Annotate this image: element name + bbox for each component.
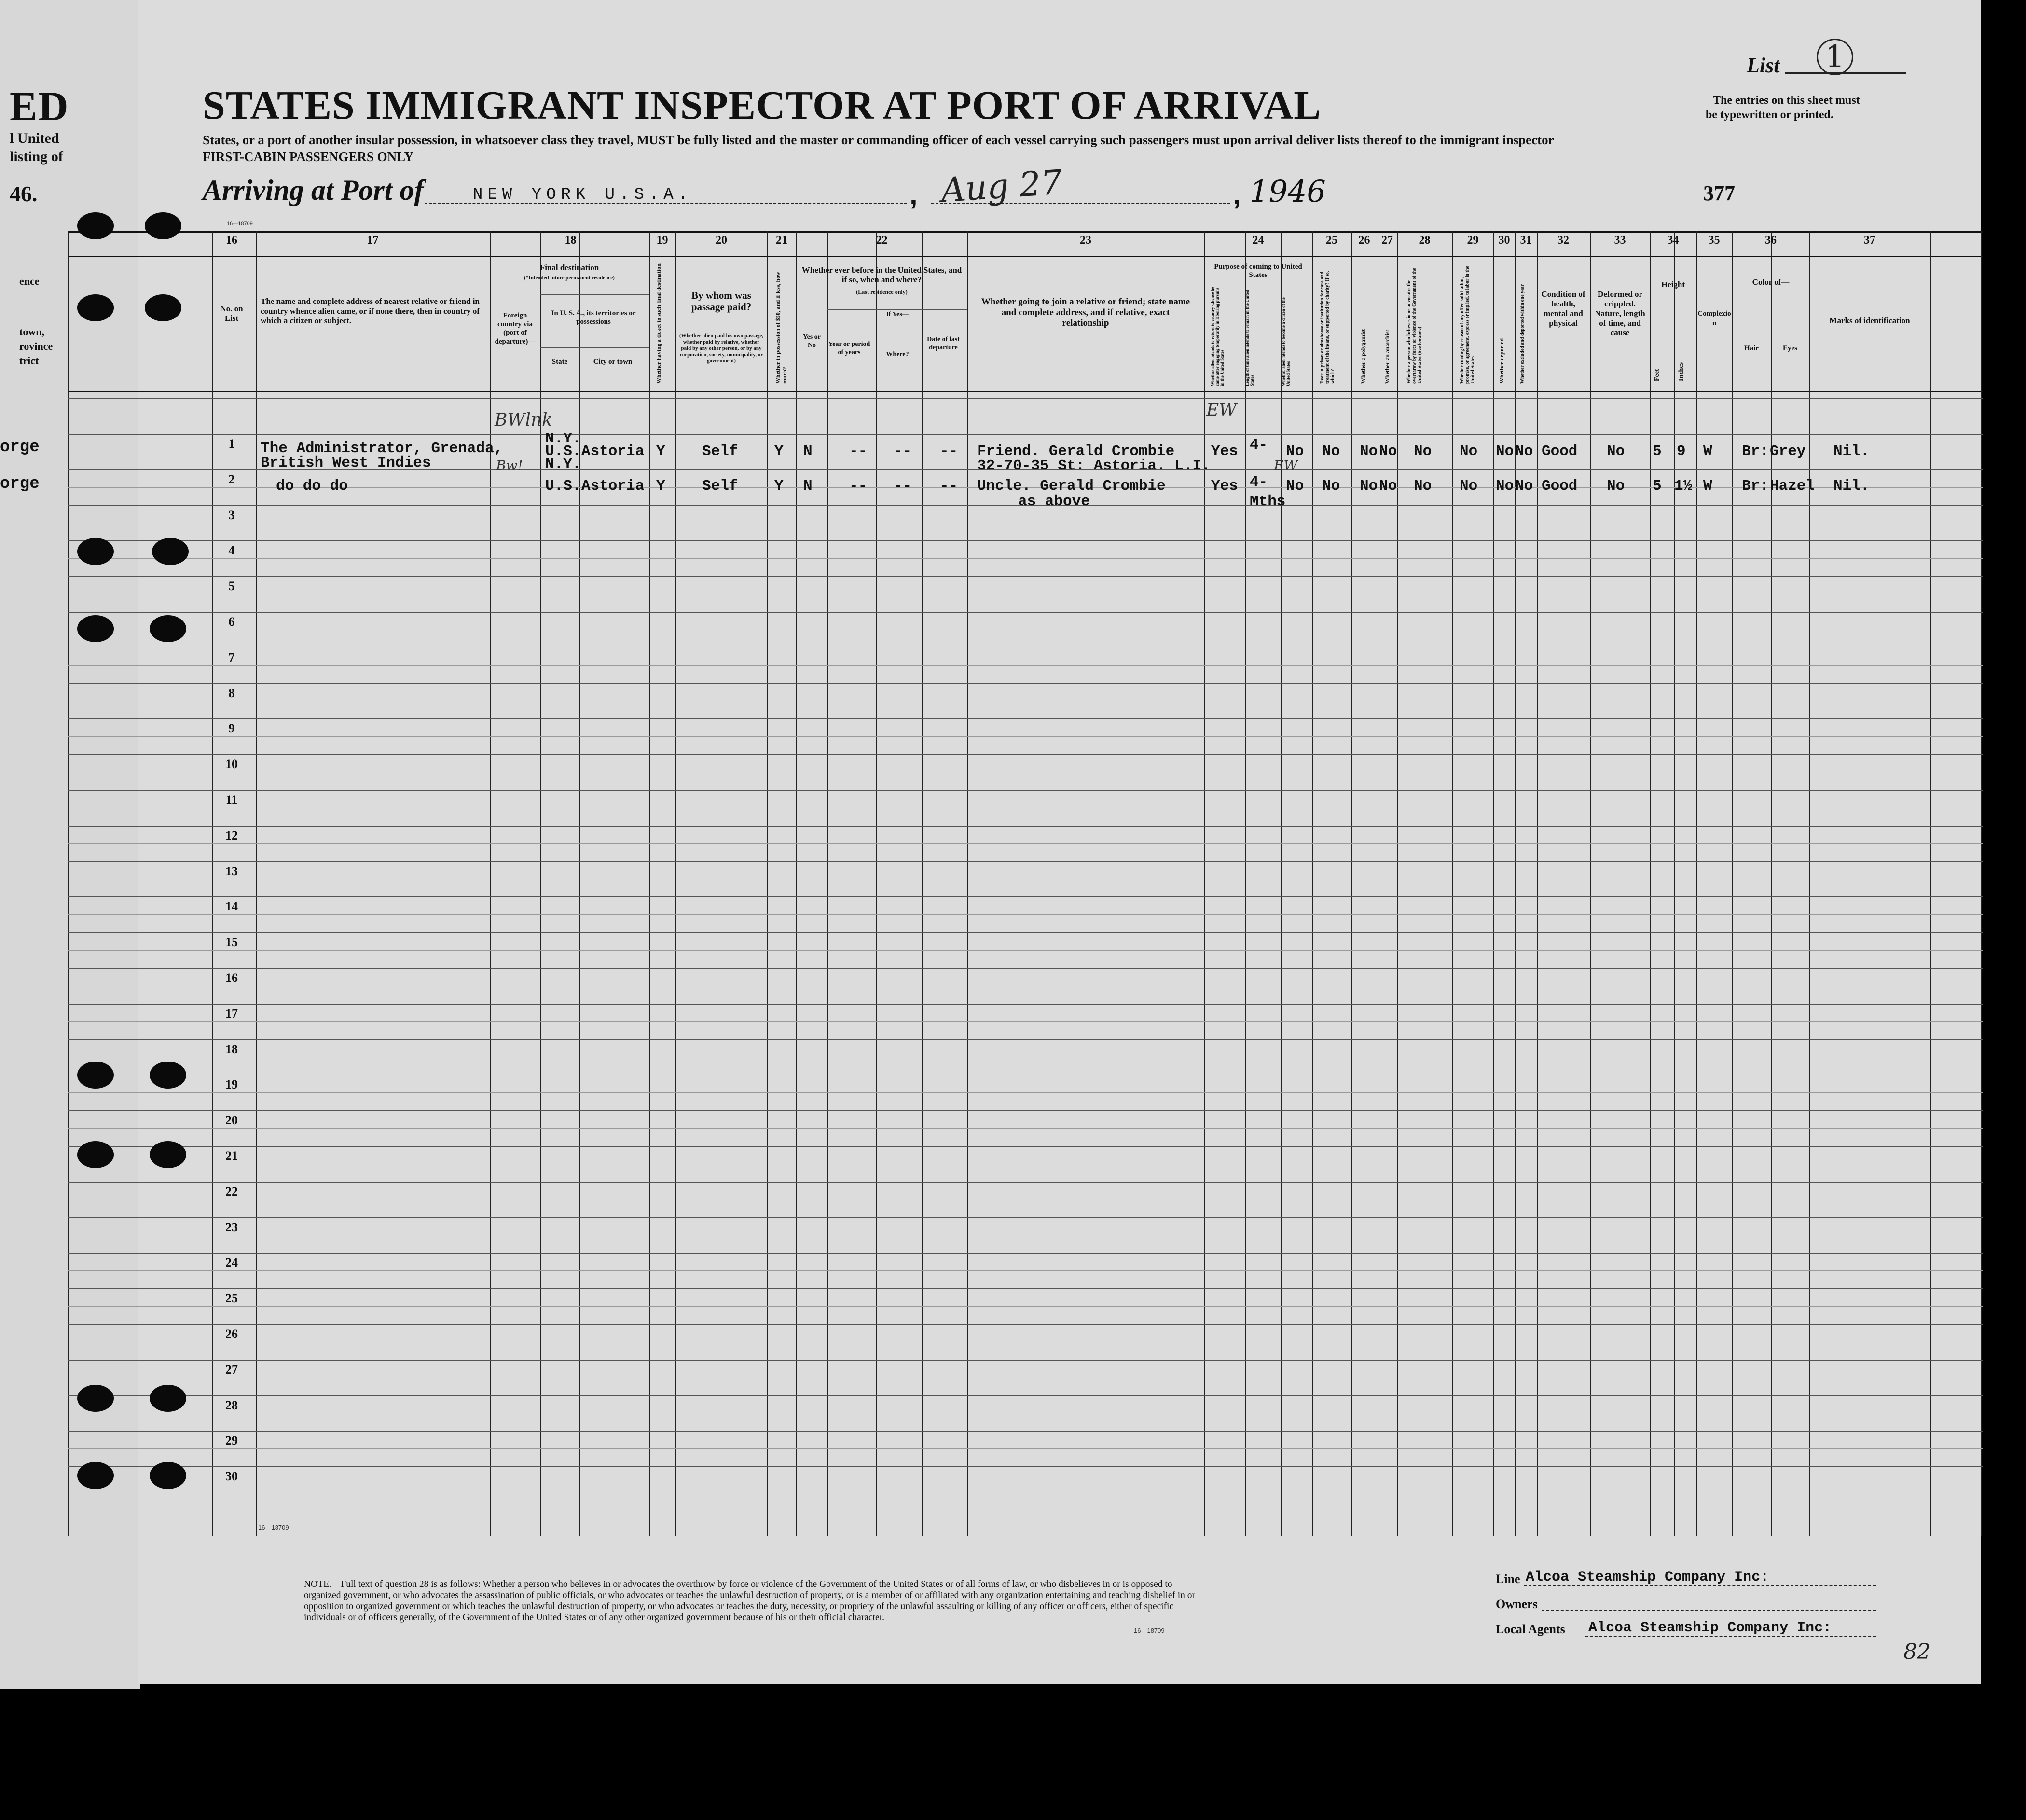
column-header-relative: The name and complete address of nearest relative or friend in country whence alien came, or if none there, then in country of which a citizen or subject. bbox=[261, 297, 480, 325]
column-subheader-state: State bbox=[551, 358, 568, 366]
row-number: 18 bbox=[225, 1042, 238, 1056]
polygamist-value: No bbox=[1360, 443, 1378, 460]
row-divider bbox=[68, 1431, 1983, 1432]
year-value: -- bbox=[849, 443, 868, 460]
list-label: List bbox=[1747, 54, 1780, 77]
column-header-health: Condition of health, mental and physical bbox=[1541, 290, 1585, 328]
column-divider bbox=[1452, 231, 1453, 1536]
column-header-ticket: Whether having a ticket to such final destination bbox=[655, 263, 662, 384]
dest-state: U.S. bbox=[545, 478, 581, 495]
row-divider bbox=[68, 1021, 1983, 1022]
row-divider bbox=[68, 1395, 1983, 1396]
row-divider bbox=[68, 1324, 1983, 1325]
column-number: 30 bbox=[1498, 234, 1510, 247]
punch-hole bbox=[145, 212, 181, 239]
citizen-value: No bbox=[1286, 443, 1304, 460]
column-divider bbox=[1515, 231, 1516, 1536]
row-number: 21 bbox=[225, 1149, 238, 1163]
column-number: 24 bbox=[1252, 234, 1264, 247]
column-subheader-date-last: Date of last departure bbox=[927, 336, 960, 351]
height-inches-value: 1½ bbox=[1674, 478, 1693, 495]
ticket-value: Y bbox=[656, 443, 665, 460]
subtitle-line-1: States, or a port of another insular possession, in whatsoever class they travel, MUST be fully listed and the master or commanding officer of each vessel carrying such passengers must upon arrival deliver lists thereof to the immigrant inspector bbox=[203, 133, 1554, 147]
column-divider bbox=[1351, 231, 1352, 1536]
fifty-value: Y bbox=[774, 478, 784, 495]
left-strip-title-fragment: ED bbox=[10, 83, 69, 129]
health-value: Good bbox=[1542, 443, 1578, 460]
row-divider bbox=[68, 1253, 1983, 1254]
row-number: 19 bbox=[225, 1077, 238, 1091]
row-number: 13 bbox=[225, 864, 238, 878]
row-divider bbox=[68, 861, 1983, 862]
fifty-value: Y bbox=[774, 443, 784, 460]
column-divider bbox=[1650, 231, 1651, 1536]
row-divider bbox=[68, 1306, 1983, 1307]
dest-city: Astoria bbox=[581, 443, 645, 460]
row-divider bbox=[68, 1182, 1983, 1183]
deformed-value: No bbox=[1607, 478, 1625, 495]
ticket-value: Y bbox=[656, 478, 665, 495]
column-divider bbox=[1245, 231, 1246, 1536]
row-divider bbox=[68, 896, 1983, 897]
foreign-country-handwritten: Bw! bbox=[496, 457, 523, 473]
arrival-date-handwritten: Aug 27 bbox=[939, 162, 1064, 210]
column-divider bbox=[1537, 231, 1538, 1536]
row-divider bbox=[68, 932, 1983, 933]
where-value: -- bbox=[894, 478, 912, 495]
row-number: 10 bbox=[225, 757, 238, 771]
row-divider bbox=[68, 398, 1983, 399]
agents-label: Local Agents bbox=[1496, 1622, 1565, 1636]
excluded-value: No bbox=[1515, 443, 1533, 460]
column-number: 36 bbox=[1765, 234, 1777, 247]
column-header-passage-paid: By whom was passage paid? bbox=[691, 290, 752, 313]
row-divider bbox=[68, 1270, 1983, 1271]
eyes-value: Hazel bbox=[1770, 478, 1815, 495]
page-mark-handwritten: 82 bbox=[1903, 1640, 1930, 1664]
column-divider bbox=[967, 231, 968, 1536]
row-divider bbox=[68, 576, 1983, 577]
column-subheader-return-home: Whether alien intends to return to country whence he came after engaging temporarily in laboring pursuits in the United States bbox=[1210, 287, 1225, 386]
left-page-strip bbox=[0, 0, 140, 1689]
row-divider bbox=[68, 1146, 1983, 1147]
dest-city: Astoria bbox=[581, 478, 645, 495]
row-divider bbox=[68, 914, 1983, 915]
row-number: 11 bbox=[225, 793, 238, 807]
anarchist-value: No bbox=[1379, 478, 1397, 495]
punch-hole bbox=[77, 538, 114, 565]
join-address: 32-70-35 St: Astoria. L.I. bbox=[977, 457, 1211, 474]
row-number: 28 bbox=[225, 1398, 238, 1412]
row-divider bbox=[68, 843, 1983, 844]
column-number: 32 bbox=[1557, 234, 1569, 247]
row-divider bbox=[68, 736, 1983, 737]
row-number: 15 bbox=[225, 935, 238, 949]
column-divider bbox=[1809, 231, 1810, 1536]
column-header-overthrow: Whether a person who believes in or advocates the overthrow by force or violence of the Government of the United States (See footnote) bbox=[1406, 268, 1422, 384]
column-divider bbox=[1981, 231, 1982, 1536]
stamp-number: 377 bbox=[1703, 181, 1735, 205]
column-number: 27 bbox=[1381, 234, 1393, 247]
anarchist-value: No bbox=[1379, 443, 1397, 460]
column-divider bbox=[1204, 231, 1205, 1536]
column-number: 35 bbox=[1708, 234, 1720, 247]
row-number: 23 bbox=[225, 1220, 238, 1234]
column-subheader-feet: Feet bbox=[1654, 369, 1661, 381]
date-last-value: -- bbox=[940, 443, 958, 460]
left-strip-row-1: orge bbox=[0, 438, 40, 456]
row-divider bbox=[68, 968, 1983, 969]
row-divider bbox=[68, 790, 1983, 791]
row-divider bbox=[68, 434, 1983, 435]
column-subheader-yes-no: Yes or No bbox=[803, 333, 821, 349]
row-divider bbox=[68, 826, 1983, 827]
column-subheader-in-usa: In U. S. A., its territories or possessions bbox=[551, 309, 636, 326]
column-number: 16 bbox=[226, 234, 237, 247]
punch-hole bbox=[150, 1385, 186, 1412]
column-header-polygamist: Whether a polygamist bbox=[1360, 329, 1366, 384]
row-divider bbox=[68, 1360, 1983, 1361]
column-divider bbox=[796, 231, 797, 1536]
marks-value: Nil. bbox=[1833, 478, 1870, 495]
punch-hole bbox=[77, 1062, 114, 1089]
length-value: 4- bbox=[1250, 474, 1268, 491]
row-number: 7 bbox=[228, 650, 235, 664]
arrival-year: 1946 bbox=[1250, 174, 1326, 209]
column-header-fifty-dollars: Whether in possession of $50, and if less, how much? bbox=[774, 272, 788, 384]
column-header-final-destination: Final destination bbox=[539, 263, 599, 272]
owners-underline bbox=[1542, 1610, 1876, 1611]
footnote-form-number: 16—18709 bbox=[1134, 1627, 1165, 1634]
row-number: 30 bbox=[225, 1469, 238, 1483]
column-number: 25 bbox=[1326, 234, 1337, 247]
punch-hole bbox=[152, 538, 189, 565]
row-number: 16 bbox=[225, 971, 238, 985]
row-divider bbox=[68, 1448, 1983, 1449]
punch-hole bbox=[150, 615, 186, 642]
punch-hole bbox=[77, 1462, 114, 1489]
prison-value: No bbox=[1322, 443, 1340, 460]
left-strip-head-4: trict bbox=[19, 355, 39, 367]
port-value: NEW YORK U.S.A. bbox=[473, 186, 693, 204]
column-number: 37 bbox=[1864, 234, 1875, 247]
hair-value: Br: bbox=[1742, 443, 1769, 460]
column-divider bbox=[1771, 231, 1772, 1536]
length-value: 4- bbox=[1250, 437, 1268, 454]
row-divider bbox=[68, 1092, 1983, 1093]
deformed-value: No bbox=[1607, 443, 1625, 460]
column-header-purpose: Purpose of coming to United States bbox=[1214, 263, 1302, 279]
dest-state: N.Y. bbox=[545, 430, 581, 447]
column-header-color-of: Color of— bbox=[1752, 277, 1790, 287]
join-relative: Uncle. Gerald Crombie bbox=[977, 478, 1166, 495]
column-number: 26 bbox=[1358, 234, 1370, 247]
row-number: 6 bbox=[228, 615, 235, 629]
column-divider bbox=[675, 231, 676, 1536]
relative-address: British West Indies bbox=[261, 455, 431, 471]
passage-paid-value: Self bbox=[702, 478, 738, 495]
left-strip-line-1: l United bbox=[10, 130, 59, 146]
hair-value: Br: bbox=[1742, 478, 1769, 495]
join-relative: Friend. Gerald Crombie bbox=[977, 443, 1175, 460]
list-underline bbox=[1785, 72, 1906, 74]
dest-state: N.Y. bbox=[545, 456, 581, 473]
relative-address: do do do bbox=[276, 478, 348, 495]
excluded-value: No bbox=[1515, 478, 1533, 495]
column-number: 31 bbox=[1520, 234, 1532, 247]
list-number: 1 bbox=[1817, 39, 1853, 75]
punch-hole bbox=[150, 1462, 186, 1489]
column-number: 22 bbox=[876, 234, 888, 247]
punch-hole bbox=[77, 212, 114, 239]
column-subheader-inches: Inches bbox=[1678, 362, 1685, 381]
overthrow-value: No bbox=[1414, 478, 1432, 495]
row-number: 12 bbox=[225, 828, 238, 842]
column-divider bbox=[1930, 231, 1931, 1536]
prison-value: No bbox=[1322, 478, 1340, 495]
row-number: 8 bbox=[228, 686, 235, 700]
column-header-height: Height bbox=[1661, 280, 1685, 289]
column-subheader-foreign-country: Foreign country via (port of departure)— bbox=[495, 312, 536, 345]
year-value: -- bbox=[849, 478, 868, 495]
column-divider bbox=[1397, 231, 1398, 1536]
row-divider bbox=[68, 718, 1983, 719]
column-subheader-intended-residence: (*Intended future permanent residence) bbox=[524, 275, 615, 281]
complexion-value: W bbox=[1703, 478, 1712, 495]
column-divider bbox=[767, 231, 768, 1536]
row-number: 9 bbox=[228, 721, 235, 735]
marks-value: Nil. bbox=[1833, 443, 1870, 460]
column-number: 23 bbox=[1080, 234, 1091, 247]
row-number: 27 bbox=[225, 1363, 238, 1377]
dest-state: U.S. bbox=[545, 443, 581, 460]
left-strip-line-2: listing of bbox=[10, 149, 63, 165]
complexion-value: W bbox=[1703, 443, 1712, 460]
left-strip-head-3: rovince bbox=[19, 340, 53, 352]
column-number: 33 bbox=[1614, 234, 1626, 247]
row-number: 24 bbox=[225, 1255, 238, 1269]
column-divider bbox=[1493, 231, 1494, 1536]
column-number: 18 bbox=[565, 234, 577, 247]
column-subheader-where: Where? bbox=[886, 351, 909, 358]
column-subheader-if-yes: If Yes— bbox=[886, 311, 909, 318]
column-subheader-passage-detail: (Whether alien paid his own passage, whether paid by relative, whether paid by any other person, or by any corporation, society, municipality, or government) bbox=[679, 333, 763, 364]
row-divider bbox=[68, 950, 1983, 951]
labor-value: No bbox=[1460, 443, 1478, 460]
punch-hole bbox=[145, 294, 181, 321]
passage-paid-value: Self bbox=[702, 443, 738, 460]
foreign-country-handwritten: BWlnk bbox=[495, 410, 552, 430]
column-number: 19 bbox=[656, 234, 668, 247]
row-divider bbox=[68, 1466, 1983, 1467]
punch-hole bbox=[77, 1385, 114, 1412]
entries-note-line-1: The entries on this sheet must bbox=[1713, 94, 1860, 107]
eyes-value: Grey bbox=[1770, 443, 1806, 460]
column-divider bbox=[490, 231, 491, 1536]
row-divider bbox=[68, 612, 1983, 613]
column-header-marks: Marks of identification bbox=[1829, 316, 1910, 325]
relative-address: The Administrator, Grenada, bbox=[261, 440, 503, 457]
date-last-value: -- bbox=[940, 478, 958, 495]
column-divider bbox=[1312, 231, 1313, 1536]
form-number: 16—18709 bbox=[227, 221, 253, 227]
row-divider bbox=[68, 1217, 1983, 1218]
column-header-deported: Whether deported bbox=[1498, 338, 1505, 384]
column-divider bbox=[649, 231, 650, 1536]
column-number: 17 bbox=[367, 234, 379, 247]
column-number: 28 bbox=[1419, 234, 1431, 247]
overthrow-value: No bbox=[1414, 443, 1432, 460]
entries-note-line-2: be typewritten or printed. bbox=[1706, 109, 1833, 121]
deported-value: No bbox=[1496, 478, 1514, 495]
labor-value: No bbox=[1460, 478, 1478, 495]
row-number: 14 bbox=[225, 899, 238, 913]
punch-hole bbox=[77, 1141, 114, 1168]
column-divider bbox=[1732, 231, 1733, 1536]
punch-hole bbox=[150, 1141, 186, 1168]
left-strip-row-2: orge bbox=[0, 475, 40, 493]
row-divider bbox=[68, 1039, 1983, 1040]
row-number: 25 bbox=[225, 1291, 238, 1305]
row-divider bbox=[68, 665, 1983, 666]
row-divider bbox=[68, 558, 1983, 559]
row-number: 3 bbox=[228, 508, 235, 522]
row-number: 22 bbox=[225, 1185, 238, 1199]
row-number: 17 bbox=[225, 1007, 238, 1020]
column-divider bbox=[68, 231, 69, 1536]
column-subheader-hair: Hair bbox=[1744, 345, 1759, 352]
column-header-excluded: Whether excluded and deported within one year bbox=[1520, 284, 1525, 384]
purpose-handwritten: EW bbox=[1206, 400, 1237, 420]
owners-label: Owners bbox=[1496, 1597, 1538, 1611]
column-divider bbox=[579, 231, 580, 1536]
subtitle-line-2: FIRST-CABIN PASSENGERS ONLY bbox=[203, 150, 414, 164]
comma-separator: , bbox=[1233, 178, 1241, 210]
return-home-value: Yes bbox=[1211, 443, 1238, 460]
deported-value: No bbox=[1496, 443, 1514, 460]
before-us-value: N bbox=[803, 478, 813, 495]
column-subheader-eyes: Eyes bbox=[1783, 345, 1797, 352]
column-header-complexion: Complexion bbox=[1697, 310, 1731, 327]
subheader-divider bbox=[540, 294, 649, 295]
punch-hole bbox=[150, 1062, 186, 1089]
before-us-value: N bbox=[803, 443, 813, 460]
citizen-value: No bbox=[1286, 478, 1304, 495]
subheader-divider bbox=[540, 347, 649, 348]
column-header-prison: Ever in prison or almshouse or institution for care and treatment of the insane, or supported by charity? If so, which? bbox=[1320, 271, 1336, 384]
column-header-join-relative: Whether going to join a relative or friend; state name and complete address, and if relative, exact relationship bbox=[981, 297, 1190, 328]
row-divider bbox=[68, 683, 1983, 684]
row-number: 5 bbox=[228, 579, 235, 593]
page-title: STATES IMMIGRANT INSPECTOR AT PORT OF ARRIVAL bbox=[203, 83, 1322, 128]
row-number: 4 bbox=[228, 543, 235, 557]
column-divider bbox=[1590, 231, 1591, 1536]
agents-value: Alcoa Steamship Company Inc: bbox=[1588, 1620, 1832, 1636]
column-divider bbox=[827, 231, 828, 1536]
line-value: Alcoa Steamship Company Inc: bbox=[1526, 1569, 1769, 1586]
row-divider bbox=[68, 1128, 1983, 1129]
height-feet-value: 5 bbox=[1653, 478, 1662, 495]
line-label: Line bbox=[1496, 1572, 1520, 1586]
column-number: 21 bbox=[776, 234, 787, 247]
length-value: Mths bbox=[1250, 493, 1286, 510]
form-number: 16—18709 bbox=[258, 1524, 289, 1531]
comma-separator: , bbox=[910, 178, 918, 210]
row-divider bbox=[68, 1110, 1983, 1111]
footnote: NOTE.—Full text of question 28 is as follows: Whether a person who believes in or advocates the overthrow by force or violence of the Government of the United States or of all forms of law, or who disbelieves in or is opposed to organized government, or who advocates the assassination of public officials, or who advocates or teaches the unlawful destruction of property, or is a member of or affiliated with any organization entertaining and teaching disbelief in or opposition to organized government or which teaches the unlawful destruction of property, or who advocates or teaches the duty, necessity, or propriety of the unlawful assaulting or killing of any officer or officers, either of specific individuals or of officers generally, of the Government of the United States or of any other organized government because of his or their official character. bbox=[304, 1579, 1196, 1623]
row-divider bbox=[68, 754, 1983, 755]
column-subheader-city: City or town bbox=[593, 358, 633, 366]
row-number: 20 bbox=[225, 1113, 238, 1127]
column-header-deformed: Deformed or crippled. Nature, length of time, and cause bbox=[1595, 290, 1645, 337]
column-divider bbox=[876, 231, 877, 1536]
row-divider bbox=[68, 1288, 1983, 1289]
join-address: as above bbox=[1018, 493, 1090, 510]
column-number: 20 bbox=[716, 234, 727, 247]
column-divider bbox=[1281, 231, 1282, 1536]
column-header-anarchist: Whether an anarchist bbox=[1384, 330, 1391, 384]
column-number: 29 bbox=[1467, 234, 1479, 247]
row-divider bbox=[68, 540, 1983, 541]
column-header-no-on-list: No. on List bbox=[220, 304, 243, 323]
row-number: 1 bbox=[228, 437, 235, 451]
column-divider bbox=[256, 231, 257, 1536]
column-header-labor-offer: Whether coming by reason of any offer, solicitation, promise, or agreement, express or implied, to labor in the United States bbox=[1460, 266, 1475, 384]
arriving-label: Arriving at Port of bbox=[203, 174, 424, 206]
height-feet-value: 5 bbox=[1653, 443, 1662, 460]
column-subheader-length-stay: Length of time alien intends to remain in the United States bbox=[1245, 290, 1254, 386]
return-home-value: Yes bbox=[1211, 478, 1238, 495]
row-number: 2 bbox=[228, 472, 235, 486]
column-subheader-citizen: Whether alien intends to become a citizen of the United States bbox=[1281, 297, 1291, 386]
column-divider bbox=[1696, 231, 1697, 1536]
left-strip-head-1: ence bbox=[19, 275, 40, 287]
left-strip-line-3: 46. bbox=[10, 181, 38, 206]
height-inches-value: 9 bbox=[1677, 443, 1686, 460]
health-value: Good bbox=[1542, 478, 1578, 495]
punch-hole bbox=[77, 615, 114, 642]
column-divider bbox=[922, 231, 923, 1536]
column-number: 34 bbox=[1667, 234, 1679, 247]
column-subheader-year: Year or period of years bbox=[828, 341, 870, 356]
punch-hole bbox=[77, 294, 114, 321]
column-subheader-last-residence: (Last residence only) bbox=[856, 289, 908, 295]
row-number: 26 bbox=[225, 1327, 238, 1341]
purpose-handwritten: EW bbox=[1274, 457, 1298, 473]
where-value: -- bbox=[894, 443, 912, 460]
polygamist-value: No bbox=[1360, 478, 1378, 495]
column-header-ever-in-us: Whether ever before in the United States, and if so, when and where? bbox=[801, 265, 962, 284]
row-divider bbox=[68, 1004, 1983, 1005]
row-number: 29 bbox=[225, 1434, 238, 1448]
column-divider bbox=[1674, 231, 1675, 1536]
left-strip-head-2: town, bbox=[19, 326, 44, 338]
